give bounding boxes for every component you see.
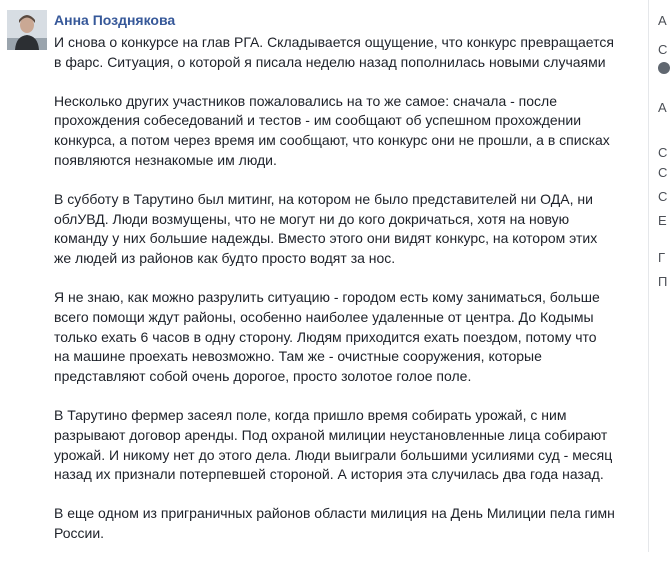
right-sidebar bbox=[648, 0, 666, 552]
right-sidebar-fragment: А bbox=[658, 13, 667, 28]
post-text-line: разрывают договор аренды. Под охраной милиции неустановленные лица собирают bbox=[54, 426, 608, 443]
online-dot-icon bbox=[658, 62, 670, 74]
right-sidebar-fragment: С bbox=[658, 189, 668, 204]
post-paragraph bbox=[54, 190, 639, 269]
right-sidebar-fragment: Е bbox=[658, 213, 667, 228]
right-sidebar-fragment: П bbox=[658, 274, 668, 289]
post-body bbox=[54, 33, 639, 563]
post-text-line: В Тарутино фермер засеял поле, когда пришло время собирать урожай, с ним bbox=[54, 406, 567, 423]
post-text-line: Я не знаю, как можно разрулить ситуацию - городом есть кому заниматься, больше bbox=[54, 288, 600, 305]
post-text-line: облУВД. Люди возмущены, что не могут ни до кого докричаться, хотя на новую bbox=[54, 210, 570, 227]
post-text-line: прохождения собеседований и тестов - им сообщают об успешном прохождении bbox=[54, 112, 582, 129]
right-sidebar-fragment: А bbox=[658, 100, 667, 115]
right-sidebar-fragment: С bbox=[658, 42, 668, 57]
right-sidebar-fragment: Г bbox=[658, 250, 666, 265]
post-paragraph bbox=[54, 288, 639, 387]
post-paragraph bbox=[54, 92, 639, 171]
post-text-line: всего помощи ждут районы, особенно наиболее удаленные от центра. До Кодымы bbox=[54, 308, 594, 325]
avatar[interactable] bbox=[7, 10, 47, 50]
post-paragraph bbox=[54, 33, 639, 73]
post-text-line: конкурса, а потом через время им сообщают, что конкурс они не прошли, а в списках bbox=[54, 132, 610, 149]
post-text-line: Несколько других участников пожаловались на то же самое: сначала - после bbox=[54, 92, 557, 109]
post-paragraph bbox=[54, 504, 639, 544]
right-sidebar-fragment: С bbox=[658, 145, 668, 160]
post-text-line: назад их признали потерпевшей стороной. А история эта случилась два года назад. bbox=[54, 466, 604, 483]
post-text-line: представляют собой очень дорогое, просто золотое голое поле. bbox=[54, 368, 472, 385]
post-text-line: только ехать 6 часов в одну сторону. Людям приходится ехать поездом, потому что bbox=[54, 328, 597, 345]
post-text-line: И снова о конкурсе на глав РГА. Складывается ощущение, что конкурс превращается bbox=[54, 34, 614, 50]
post-text-line: на машине проехать невозможно. Там же - очистные сооружения, которые bbox=[54, 348, 542, 365]
right-sidebar-fragment: С bbox=[658, 165, 668, 180]
post-text-line: в фарс. Ситуация, о которой я писала неделю назад пополнилась новыми случаями bbox=[54, 53, 606, 70]
post-text-line: же людей из районов как будто просто водят за нос. bbox=[54, 250, 396, 267]
post-text-line: урожай. И никому нет до этого дела. Люди выиграли большими усилиями суд - месяц bbox=[54, 446, 613, 463]
post-text-line: команду у них большие надежды. Вместо этого они видят конкурс, на котором этих bbox=[54, 230, 598, 247]
post-text-line: В еще одном из приграничных районов области милиция на День Милиции пела гимн bbox=[54, 505, 615, 522]
post-author-name[interactable]: Анна Позднякова bbox=[54, 12, 176, 28]
post-text-line: В субботу в Тарутино был митинг, на котором не было представителей ни ОДА, ни bbox=[54, 190, 593, 207]
post-paragraph bbox=[54, 406, 639, 485]
post-text-line: появляются незнакомые им люди. bbox=[54, 151, 277, 168]
post-text-line: России. bbox=[54, 524, 105, 541]
